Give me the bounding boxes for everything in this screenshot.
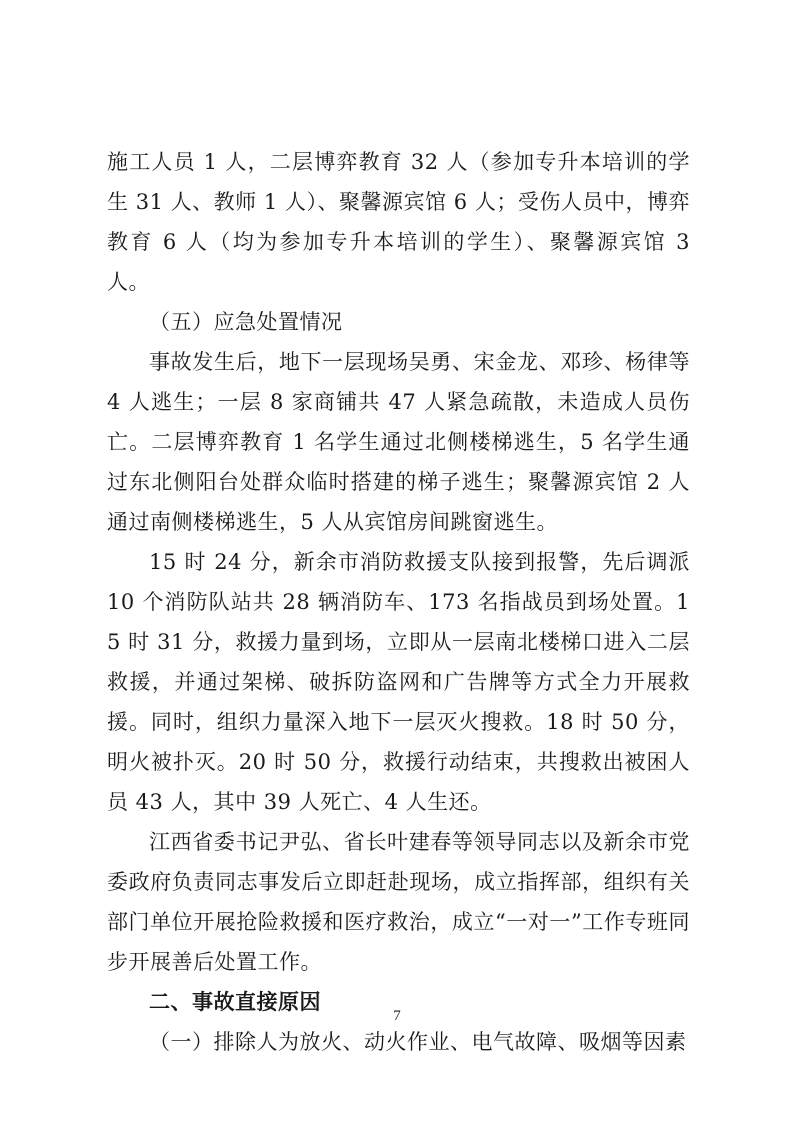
- subsection-heading-excluded-factors: （一）排除人为放火、动火作业、电气故障、吸烟等因素: [149, 1030, 687, 1054]
- paragraph-leadership-response: 江西省委书记尹弘、省长叶建春等领导同志以及新余市党委政府负责同志事发后立即赶赴现场，成立指挥部，组织有关部门单位开展抢险救援和医疗救治，成立“一对一”工作专班同步开展善后处置工作。: [107, 830, 690, 974]
- page-content: [107, 142, 690, 1062]
- paragraph-evacuation: 事故发生后，地下一层现场吴勇、宋金龙、邓珍、杨律等 4 人逃生；一层 8 家商铺共 47 人紧急疏散，未造成人员伤亡。二层博弈教育 1 名学生通过北侧楼梯逃生，5 名学生通过东北侧阳台处群众临时搭建的梯子逃生；聚馨源宾馆 2 人通过南侧楼梯逃生，5 人从宾馆房间跳窗逃生。: [107, 350, 690, 534]
- page-number: 7: [393, 1008, 401, 1024]
- section-heading-emergency-response: （五）应急处置情况: [149, 310, 343, 334]
- paragraph-casualties-continued: 施工人员 1 人，二层博弈教育 32 人（参加专升本培训的学生 31 人、教师 1 人）、聚馨源宾馆 6 人；受伤人员中，博弈教育 6 人（均为参加专升本培训的学生）、聚馨源宾馆 3 人。: [107, 150, 690, 294]
- paragraph-rescue-operations: 15 时 24 分，新余市消防救援支队接到报警，先后调派 10 个消防队站共 28 辆消防车、173 名指战员到场处置。15 时 31 分，救援力量到场，立即从一层南北楼梯口进入二层救援，并通过架梯、破拆防盗网和广告牌等方式全力开展救援。同时，组织力量深入地下一层灭火搜救。18 时 50 分，明火被扑灭。20 时 50 分，救援行动结束，共搜救出被困人员 43 人，其中 39 人死亡、4 人生还。: [107, 550, 690, 814]
- section-heading-direct-cause: 二、事故直接原因: [149, 990, 321, 1014]
